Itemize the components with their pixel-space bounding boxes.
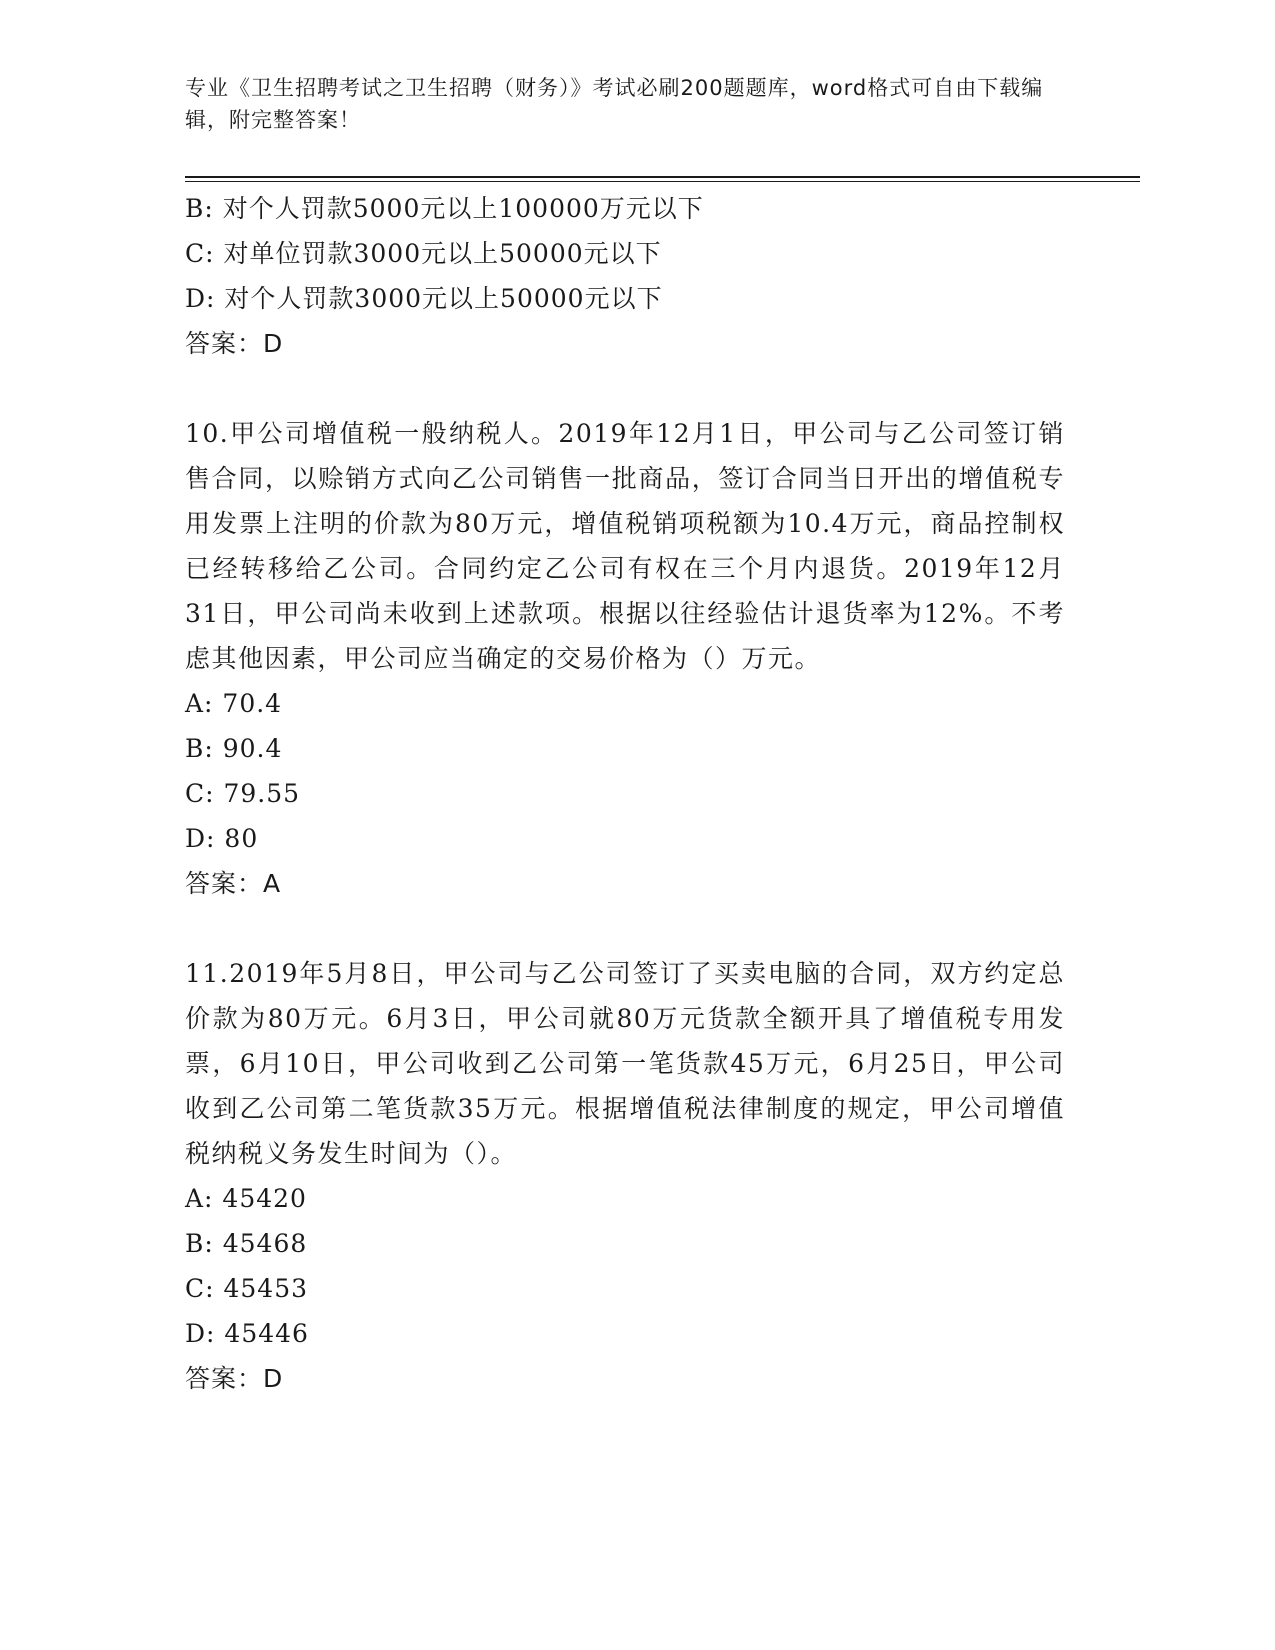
option-b: B: 90.4 (185, 734, 283, 763)
spacer (185, 906, 1065, 951)
question-11 (185, 951, 1065, 1401)
question-stem: 11.2019年5月8日，甲公司与乙公司签订了买卖电脑的合同，双方约定总价款为80万元。6月3日，甲公司就80万元货款全额开具了增值税专用发票，6月10日，甲公司收到乙公司第一笔货款45万元，6月25日，甲公司收到乙公司第二笔货款35万元。根据增值税法律制度的规定，甲公司增值税纳税义务发生时间为（）。 (185, 959, 1065, 1168)
option-d: D: 对个人罚款3000元以上50000元以下 (185, 284, 663, 313)
spacer (185, 366, 1065, 411)
option-a: A: 45420 (185, 1184, 307, 1213)
option-d: D: 45446 (185, 1319, 309, 1348)
answer-line: 答案：D (185, 329, 284, 358)
option-c: C: 对单位罚款3000元以上50000元以下 (185, 239, 662, 268)
document-title: 专业《卫生招聘考试之卫生招聘（财务）》考试必刷200题题库，word格式可自由下载编辑，附完整答案！ (185, 76, 1044, 132)
option-d: D: 80 (185, 824, 259, 853)
option-b: B: 对个人罚款5000元以上100000万元以下 (185, 194, 704, 223)
option-a: A: 70.4 (185, 689, 283, 718)
option-b: B: 45468 (185, 1229, 308, 1258)
answer-line: 答案：A (185, 869, 282, 898)
option-c: C: 45453 (185, 1274, 309, 1303)
question-stem: 10.甲公司增值税一般纳税人。2019年12月1日，甲公司与乙公司签订销售合同，以赊销方式向乙公司销售一批商品，签订合同当日开出的增值税专用发票上注明的价款为80万元，增值税销项税额为10.4万元，商品控制权已经转移给乙公司。合同约定乙公司有权在三个月内退货。2019年12月31日，甲公司尚未收到上述款项。根据以往经验估计退货率为12%。不考虑其他因素，甲公司应当确定的交易价格为（）万元。 (185, 419, 1065, 673)
header-divider-thin (185, 181, 1140, 182)
option-c: C: 79.55 (185, 779, 301, 808)
header-divider-thick (185, 176, 1140, 178)
answer-line: 答案：D (185, 1364, 284, 1393)
document-header (185, 72, 1065, 136)
question-10 (185, 411, 1065, 906)
document-body (185, 186, 1065, 1401)
question-9-tail (185, 186, 1065, 366)
